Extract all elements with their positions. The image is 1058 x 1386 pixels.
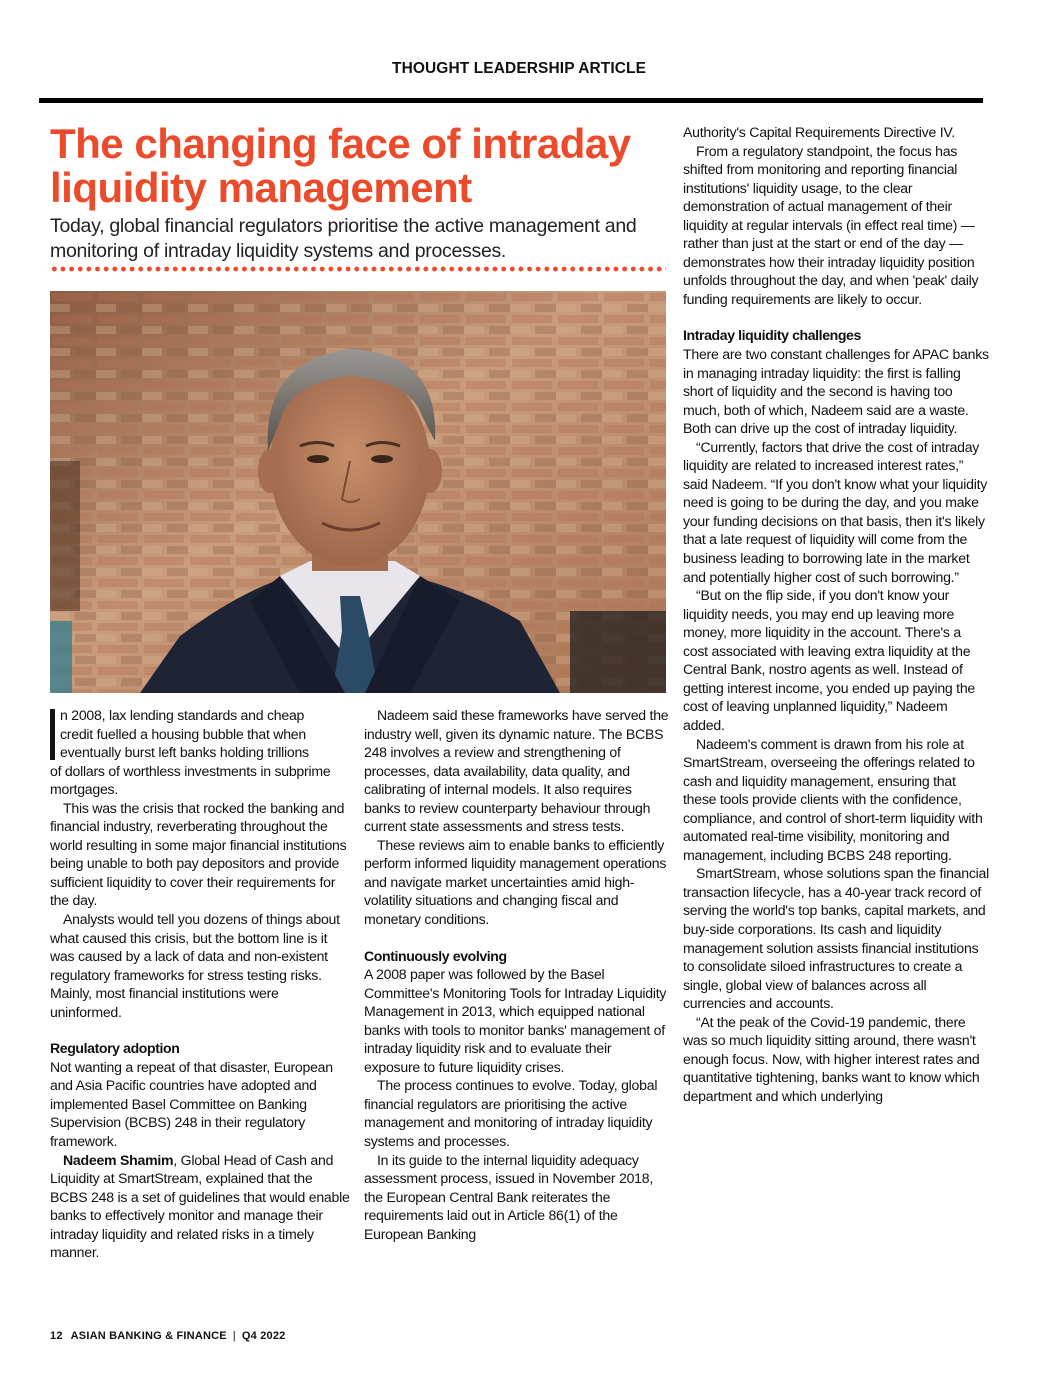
body-paragraph: A 2008 paper was followed by the Basel Committee's Monitoring Tools for Intraday Liquidity Management in 2013, which equipped national banks with tools to monitor banks' management of intraday liquidity risk and to evaluate their exposure to future liquidity crises. — [364, 966, 667, 1075]
body-paragraph: These reviews aim to enable banks to efficiently perform informed liquidity management operations and navigate market uncertainties amid high-volatility situations and changing fiscal and monetary conditions. — [364, 836, 667, 928]
article-column-3 — [683, 123, 989, 1105]
article-title — [50, 122, 670, 210]
body-paragraph: Analysts would tell you dozens of things about what caused this crisis, but the bottom line is it was caused by a lack of data and non-existent regulatory frameworks for stress testing risks. Mainly, most financial institutions were uninformed. — [50, 911, 340, 1020]
header-rule — [39, 98, 983, 103]
section-kicker: THOUGHT LEADERSHIP ARTICLE — [392, 60, 647, 77]
body-paragraph: “At the peak of the Covid-19 pandemic, there was so much liquidity sitting around, there wasn't enough focus. Now, with higher interest rates and quantitative tightening, banks want to know which department and which underlying — [683, 1013, 980, 1104]
body-paragraph: “Currently, factors that drive the cost of intraday liquidity are related to increased interest rates,” said Nadeem. “If you don't know what your liquidity need is going to be during the day, and you make your funding decisions on that basis, then it's likely that a late request of liquidity will come from the business leading to borrowing late in the market and potentially higher cost of such borrowing.” — [683, 438, 988, 585]
portrait-photo — [50, 291, 666, 693]
page-number: 12 — [50, 1330, 63, 1342]
body-text: credit fuelled a housing bubble that when — [60, 725, 306, 742]
article-standfirst: Today, global financial regulators prioritise the active management and monitoring of intraday liquidity systems and processes. — [50, 215, 637, 262]
body-paragraph: In its guide to the internal liquidity adequacy assessment process, issued in November 2018, the European Central Bank reiterates the requirements laid out in Article 86(1) of the European Banking — [364, 1151, 654, 1242]
article-title-line-1: The changing face of intraday — [50, 120, 631, 167]
body-paragraph: The process continues to evolve. Today, global financial regulators are prioritising the active management and monitoring of intraday liquidity systems and processes. — [364, 1077, 658, 1150]
body-paragraph: From a regulatory standpoint, the focus has shifted from monitoring and reporting financial institutions' liquidity usage, to the clear demonstration of actual management of their liquidity at regular intervals (in effect real time) — rather than just at the start or end of the day — demonstrates how their intraday liquidity position unfolds throughout the day, and when 'peak' daily funding requirements are likely to occur. — [683, 142, 979, 307]
body-paragraph: Nadeem's comment is drawn from his role at SmartStream, overseeing the offerings related to cash and liquidity management, ensuring that these tools provide clients with the confidence, compliance, and control of short-term liquidity with automated real-time visibility, monitoring and management, including BCBS 248 reporting. — [683, 735, 983, 863]
body-paragraph: Nadeem said these frameworks have served the industry well, given its dynamic nature. The BCBS 248 involves a review and strengthening of processes, data availability, data quality, and calibrating of internal models. It also requires banks to review counterparty behaviour through current state assessments and stress tests. — [364, 707, 669, 835]
issue-label: Q4 2022 — [241, 1330, 286, 1342]
article-column-1 — [50, 706, 350, 1262]
subheading-regulatory-adoption: Regulatory adoption — [50, 1040, 180, 1057]
subheading-intraday-liquidity-challenges: Intraday liquidity challenges — [683, 327, 861, 344]
footer-separator: | — [232, 1330, 236, 1342]
body-paragraph: Authority's Capital Requirements Directive IV. — [683, 124, 955, 140]
body-paragraph — [50, 1151, 350, 1262]
body-paragraph: of dollars of worthless investments in subprime mortgages. — [50, 762, 331, 798]
article-column-2 — [364, 706, 670, 1243]
publication-name: ASIAN BANKING & FINANCE — [70, 1330, 227, 1342]
drop-cap-letter-i — [50, 709, 55, 760]
subheading-continuously-evolving: Continuously evolving — [364, 947, 507, 964]
drop-cap-paragraph — [50, 706, 350, 762]
body-text: n 2008, lax lending standards and cheap — [60, 707, 305, 723]
body-paragraph: This was the crisis that rocked the banking and financial industry, reverberating throughout the world resulting in some major financial institutions being unable to both pay depositors and provide sufficient liquidity to cover their requirements for the day. — [50, 799, 347, 909]
body-text: , Global Head of Cash and Liquidity at SmartStream, explained that the BCBS 248 is a set of guidelines that would enable banks to effectively monitor and manage their intraday liquidity and related risks in a timely manner. — [50, 1151, 350, 1261]
body-paragraph: SmartStream, whose solutions span the financial transaction lifecycle, has a 40-year track record of serving the world's top banks, capital markets, and buy-side corporations. Its cash and liquidity management solution assists financial institutions to consolidate siloed infrastructures to create a single, global view of balances across all currencies and accounts. — [683, 865, 989, 1012]
body-paragraph: Not wanting a repeat of that disaster, European and Asia Pacific countries have adopted and implemented Basel Committee on Banking Supervision (BCBS) 248 in their regulatory framework. — [50, 1058, 333, 1150]
person-name: Nadeem Shamim — [63, 1151, 174, 1168]
body-paragraph: There are two constant challenges for APAC banks in managing intraday liquidity: the first is falling short of liquidity and the second is having too much, both of which, Nadeem said are a waste. Both can drive up the cost of intraday liquidity. — [683, 346, 989, 437]
body-text: eventually burst left banks holding trillions — [60, 744, 309, 761]
page-footer — [50, 1330, 285, 1342]
article-title-line-2: liquidity management — [50, 164, 472, 211]
dotted-divider — [50, 266, 666, 272]
body-paragraph: “But on the flip side, if you don't know your liquidity needs, you may end up leaving more money, more liquidity in the account. There's a cost associated with leaving extra liquidity at the Central Bank, nostro agents as well. Instead of getting interest income, you ended up paying the cost of leaving unplanned liquidity,” Nadeem added. — [683, 587, 976, 733]
